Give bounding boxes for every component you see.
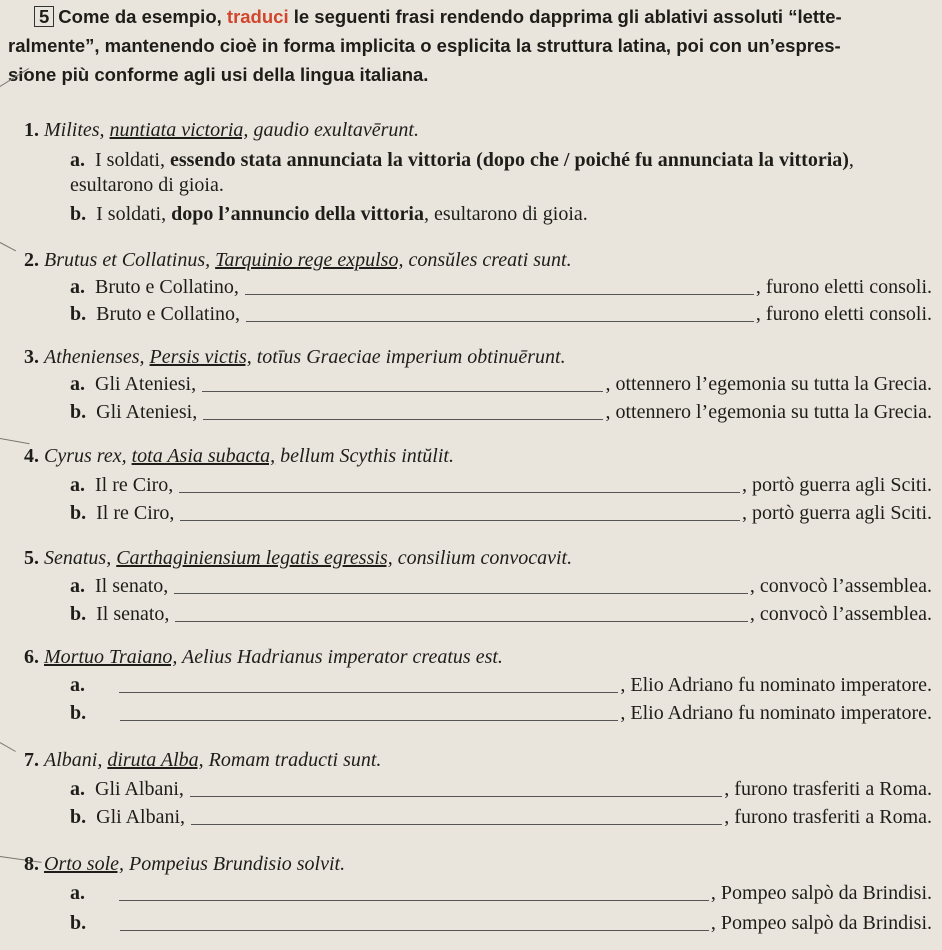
answer-row-a: a. Gli Ateniesi, , ottennero l’egemonia su tutta la Grecia. (70, 373, 932, 395)
exercise-sentence-latin: 2. Brutus et Collatinus, Tarquinio rege expulso, consŭles creati sunt. (24, 249, 572, 271)
answer-row-a: a. Il re Ciro, , portò guerra agli Sciti. (70, 474, 932, 496)
exercise-sentence-latin: 6. Mortuo Traiano, Aelius Hadrianus imperator creatus est. (24, 646, 503, 668)
answer-row-a: a. Il senato, , convocò l’assemblea. (70, 575, 932, 597)
answer-blank[interactable] (119, 899, 709, 901)
answer-blank[interactable] (202, 390, 603, 392)
answer-blank[interactable] (119, 691, 618, 693)
highlighted-verb: traduci (226, 6, 289, 27)
ablative-absolute: Orto sole, (44, 853, 124, 875)
answer-row-b: b. Bruto e Collatino, , furono eletti consoli. (70, 303, 932, 325)
answer-blank[interactable] (179, 491, 740, 493)
answer-blank[interactable] (120, 719, 618, 721)
answer-row-b: b. Gli Albani, , furono trasferiti a Roma. (70, 806, 932, 828)
answer-row-a: a. , Pompeo salpò da Brindisi. (70, 882, 932, 904)
answer-blank[interactable] (190, 795, 722, 797)
ablative-absolute: diruta Alba, (107, 749, 204, 771)
answer-row-b: b. Il senato, , convocò l’assemblea. (70, 603, 932, 625)
answer-blank[interactable] (120, 929, 709, 931)
instruction-line-2: ralmente”, mantenendo cioè in forma implicita o esplicita la struttura latina, poi con un’espres- (8, 35, 841, 56)
exercise-sentence-latin: 3. Athenienses, Persis victis, totīus Graeciae imperium obtinuērunt. (24, 346, 566, 368)
ablative-absolute: Persis victis, (149, 346, 252, 368)
instruction-line-3: sione più conforme agli usi della lingua italiana. (8, 64, 429, 85)
answer-blank[interactable] (246, 320, 754, 322)
answer-row-a: a. Gli Albani, , furono trasferiti a Roma. (70, 778, 932, 800)
answer-row-a: a. , Elio Adriano fu nominato imperatore. (70, 674, 932, 696)
exercise-sentence-latin: 4. Cyrus rex, tota Asia subacta, bellum Scythis intŭlit. (24, 445, 454, 467)
answer-blank[interactable] (180, 519, 740, 521)
answer-blank[interactable] (174, 592, 748, 594)
instruction-line-1: 5 Come da esempio, traduci le seguenti frasi rendendo dapprima gli ablativi assoluti “lette- (8, 2, 932, 31)
answer-blank[interactable] (203, 418, 603, 420)
ablative-absolute: Tarquinio rege expulso, (215, 249, 404, 271)
example-translation-b: b. I soldati, dopo l’annuncio della vittoria, esultarono di gioia. (70, 203, 588, 225)
exercise-number-badge: 5 (34, 6, 54, 27)
exercise-sentence-latin: 5. Senatus, Carthaginiensium legatis egressis, consilium convocavit. (24, 547, 573, 569)
idiomatic-translation: dopo l’annuncio della vittoria (171, 203, 424, 225)
example-translation-a: a. I soldati, essendo stata annunciata la vittoria (dopo che / poiché fu annunciata la vittoria), esultarono di gioia. (70, 149, 854, 196)
ablative-absolute: nuntiata victoria, (109, 119, 249, 141)
answer-row-a: a. Bruto e Collatino, , furono eletti consoli. (70, 276, 932, 298)
example-sentence-latin: 1. Milites, nuntiata victoria, gaudio exultavērunt. (24, 119, 419, 141)
exercise-sentence-latin: 8. Orto sole, Pompeius Brundisio solvit. (24, 853, 346, 875)
ablative-absolute: tota Asia subacta, (131, 445, 276, 467)
answer-blank[interactable] (175, 620, 747, 622)
ablative-absolute: Mortuo Traiano, (44, 646, 178, 668)
decorative-separator (0, 242, 16, 251)
answer-row-b: b. Gli Ateniesi, , ottennero l’egemonia su tutta la Grecia. (70, 401, 932, 423)
answer-blank[interactable] (245, 293, 754, 295)
answer-row-b: b. Il re Ciro, , portò guerra agli Sciti. (70, 502, 932, 524)
ablative-absolute: Carthaginiensium legatis egressis, (116, 547, 393, 569)
answer-row-b: b. , Pompeo salpò da Brindisi. (70, 912, 932, 934)
decorative-separator (0, 742, 16, 752)
exercise-instructions (8, 2, 932, 89)
literal-translation: essendo stata annunciata la vittoria (dopo che / poiché fu annunciata la vittoria) (170, 149, 849, 171)
answer-row-b: b. , Elio Adriano fu nominato imperatore. (70, 702, 932, 724)
exercise-sentence-latin: 7. Albani, diruta Alba, Romam traducti sunt. (24, 749, 382, 771)
answer-blank[interactable] (191, 823, 722, 825)
